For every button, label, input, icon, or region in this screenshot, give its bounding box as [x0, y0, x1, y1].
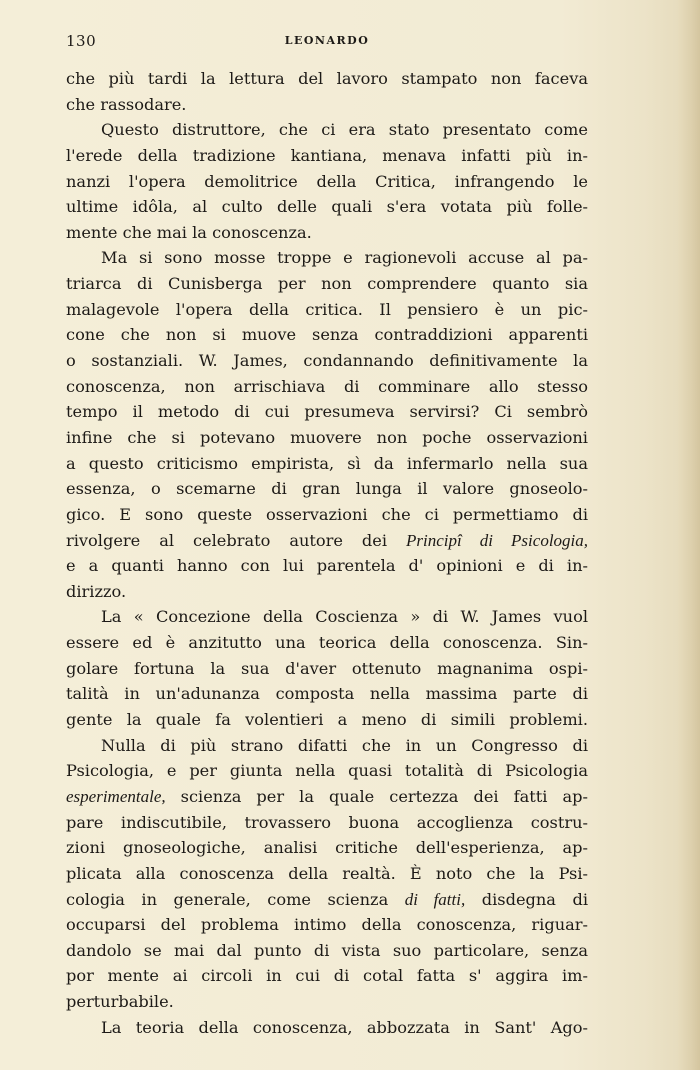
page-number: 130 [66, 32, 97, 50]
text-line: occuparsi del problema intimo della conoscenza, riguar- [66, 915, 588, 935]
italic-term: esperimentale, [66, 786, 166, 806]
text-line: cologia in generale, come scienza di fatti, disdegna di [66, 889, 588, 909]
text-line: cone che non si muove senza contraddizioni apparenti [66, 325, 588, 345]
text-line: gico. E sono queste osservazioni che ci permettiamo di [66, 504, 588, 524]
text-line: nanzi l'opera demolitrice della Critica, infrangendo le [66, 171, 588, 191]
text-line: che rassodare. [66, 94, 187, 114]
text-line: triarca di Cunisberga per non comprendere quanto sia [66, 274, 588, 294]
text-line: infine che si potevano muovere non poche osservazioni [66, 427, 588, 447]
text-line: a questo criticismo empirista, sì da infermarlo nella sua [66, 453, 588, 473]
text-line: por mente ai circoli in cui di cotal fatta s' aggira im- [66, 966, 588, 986]
text-line: esperimentale, scienza per la quale certezza dei fatti ap- [66, 786, 588, 806]
text-line: malagevole l'opera della critica. Il pensiero è un pic- [66, 299, 588, 319]
text-line: essere ed è anzitutto una teorica della conoscenza. Sin- [66, 633, 588, 653]
page-header [66, 30, 588, 52]
text-line: gente la quale fa volentieri a meno di simili problemi. [66, 710, 588, 730]
body-text [66, 66, 588, 1040]
text-line: Psicologia, e per giunta nella quasi totalità di Psicologia [66, 761, 588, 781]
text-line: tempo il metodo di cui presumeva servirsi? Ci sembrò [66, 402, 588, 422]
text-line: talità in un'adunanza composta nella massima parte di [66, 684, 588, 704]
text-line: La teoria della conoscenza, abbozzata in Sant' Ago- [101, 1017, 588, 1037]
page-edge [678, 0, 700, 1070]
text-line: mente che mai la conoscenza. [66, 222, 312, 242]
running-title: LEONARDO [284, 34, 370, 47]
text-line: zioni gnoseologiche, analisi critiche dell'esperienza, ap- [66, 838, 588, 858]
text-line: golare fortuna la sua d'aver ottenuto magnanima ospi- [66, 658, 588, 678]
text-line: essenza, o scemarne di gran lunga il valore gnoseolo- [66, 479, 588, 499]
text-line: conoscenza, non arrischiava di comminare allo stesso [66, 376, 588, 396]
text-line: dandolo se mai dal punto di vista suo particolare, senza [66, 940, 588, 960]
text-line: La « Concezione della Coscienza » di W. James vuol [101, 607, 588, 627]
text-line: dirizzo. [66, 581, 127, 601]
text-line: Questo distruttore, che ci era stato presentato come [101, 120, 588, 140]
italic-term: di fatti, [404, 889, 466, 909]
text-line: rivolgere al celebrato autore dei Principî di Psicologia, [66, 530, 588, 550]
text-line: che più tardi la lettura del lavoro stampato non faceva [66, 69, 588, 88]
text-line: pare indiscutibile, trovassero buona accoglienza costru- [66, 812, 588, 832]
text-line: plicata alla conoscenza della realtà. È noto che la Psi- [66, 863, 588, 883]
text-line: l'erede della tradizione kantiana, menava infatti più in- [66, 145, 588, 165]
text-line: e a quanti hanno con lui parentela d' opinioni e di in- [66, 556, 588, 576]
text-line: perturbabile. [66, 992, 174, 1012]
italic-title: Principî di Psicologia, [406, 530, 588, 550]
text-line: o sostanziali. W. James, condannando definitivamente la [66, 351, 588, 371]
text-line: Ma si sono mosse troppe e ragionevoli accuse al pa- [101, 248, 588, 268]
text-line: ultime idôla, al culto delle quali s'era votata più folle- [66, 197, 588, 217]
text-line: Nulla di più strano difatti che in un Congresso di [101, 735, 588, 755]
